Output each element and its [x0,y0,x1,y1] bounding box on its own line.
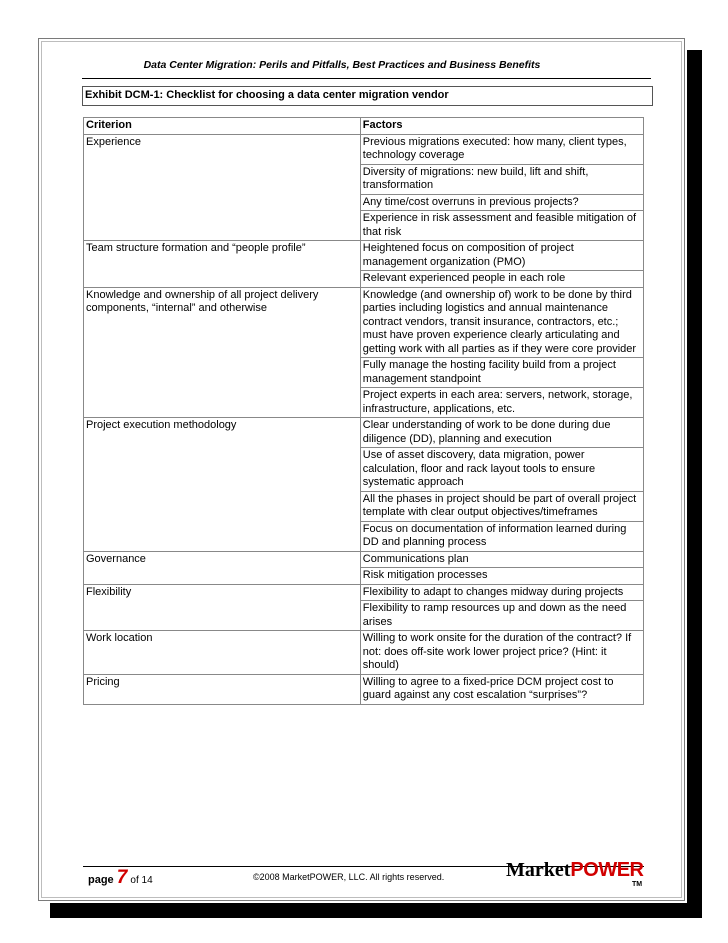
factor-cell: Willing to agree to a fixed-price DCM project cost to guard against any cost escalation “surprises”? [360,674,643,704]
factor-cell: Communications plan [360,551,643,568]
criterion-cell: Work location [84,631,361,675]
running-header: Data Center Migration: Perils and Pitfalls, Best Practices and Business Benefits [143,59,541,71]
factor-cell: Any time/cost overruns in previous projects? [360,194,643,211]
criterion-cell: Team structure formation and “people profile” [84,241,361,288]
table-row [84,241,644,271]
criterion-cell: Flexibility [84,584,361,631]
factor-cell: Knowledge (and ownership of) work to be done by third parties including logistics and annual maintenance contract vendors, transit insurance, contractors, etc.; must have proven experience clearly articulating and getting work with all parties as if they were core provider [360,287,643,358]
factor-cell: Fully manage the hosting facility build from a project management standpoint [360,358,643,388]
criterion-cell: Project execution methodology [84,418,361,552]
table-row [84,584,644,601]
factor-cell: Flexibility to ramp resources up and down as the need arises [360,601,643,631]
page-number-value: 7 [116,867,128,888]
factor-cell: Focus on documentation of information learned during DD and planning process [360,521,643,551]
table-header-row [84,118,644,135]
page-label: page [88,874,114,886]
page-shadow-bottom [50,903,702,918]
page-total: of 14 [130,875,153,886]
factor-cell: Clear understanding of work to be done during due diligence (DD), planning and execution [360,418,643,448]
factor-cell: Project experts in each area: servers, network, storage, infrastructure, applications, etc. [360,388,643,418]
factor-cell: Flexibility to adapt to changes midway during projects [360,584,643,601]
criterion-cell: Experience [84,134,361,241]
factor-cell: Relevant experienced people in each role [360,271,643,288]
factor-cell: Diversity of migrations: new build, lift and shift, transformation [360,164,643,194]
table-row [84,551,644,568]
factor-cell: Risk mitigation processes [360,568,643,585]
logo-power: POWER [570,859,644,881]
criterion-cell: Knowledge and ownership of all project delivery components, “internal” and otherwise [84,287,361,418]
page-number [88,867,153,889]
factor-cell: Previous migrations executed: how many, client types, technology coverage [360,134,643,164]
table-row [84,134,644,164]
table-row [84,674,644,704]
factors-header: Factors [360,118,643,135]
copyright-notice: ©2008 MarketPOWER, LLC. All rights reserved. [253,872,445,882]
page-shadow-right [687,50,702,918]
logo-trademark: TM [632,881,643,888]
table-row [84,418,644,448]
checklist-table [83,117,644,705]
criterion-cell: Governance [84,551,361,584]
table-row [84,287,644,358]
factor-cell: Use of asset discovery, data migration, power calculation, floor and rack layout tools to ensure systematic approach [360,448,643,492]
factor-cell: Willing to work onsite for the duration of the contract? If not: does off-site work lower project price? (Hint: it should) [360,631,643,675]
criterion-header: Criterion [84,118,361,135]
criterion-cell: Pricing [84,674,361,704]
factor-cell: All the phases in project should be part of overall project template with clear output objectives/timeframes [360,491,643,521]
factor-cell: Heightened focus on composition of project management organization (PMO) [360,241,643,271]
header-rule [82,78,651,79]
marketpower-logo [506,859,644,888]
document-page [38,38,685,901]
table-row [84,631,644,675]
logo-market: Market [506,859,571,881]
factor-cell: Experience in risk assessment and feasible mitigation of that risk [360,211,643,241]
exhibit-title: Exhibit DCM-1: Checklist for choosing a data center migration vendor [82,86,653,106]
